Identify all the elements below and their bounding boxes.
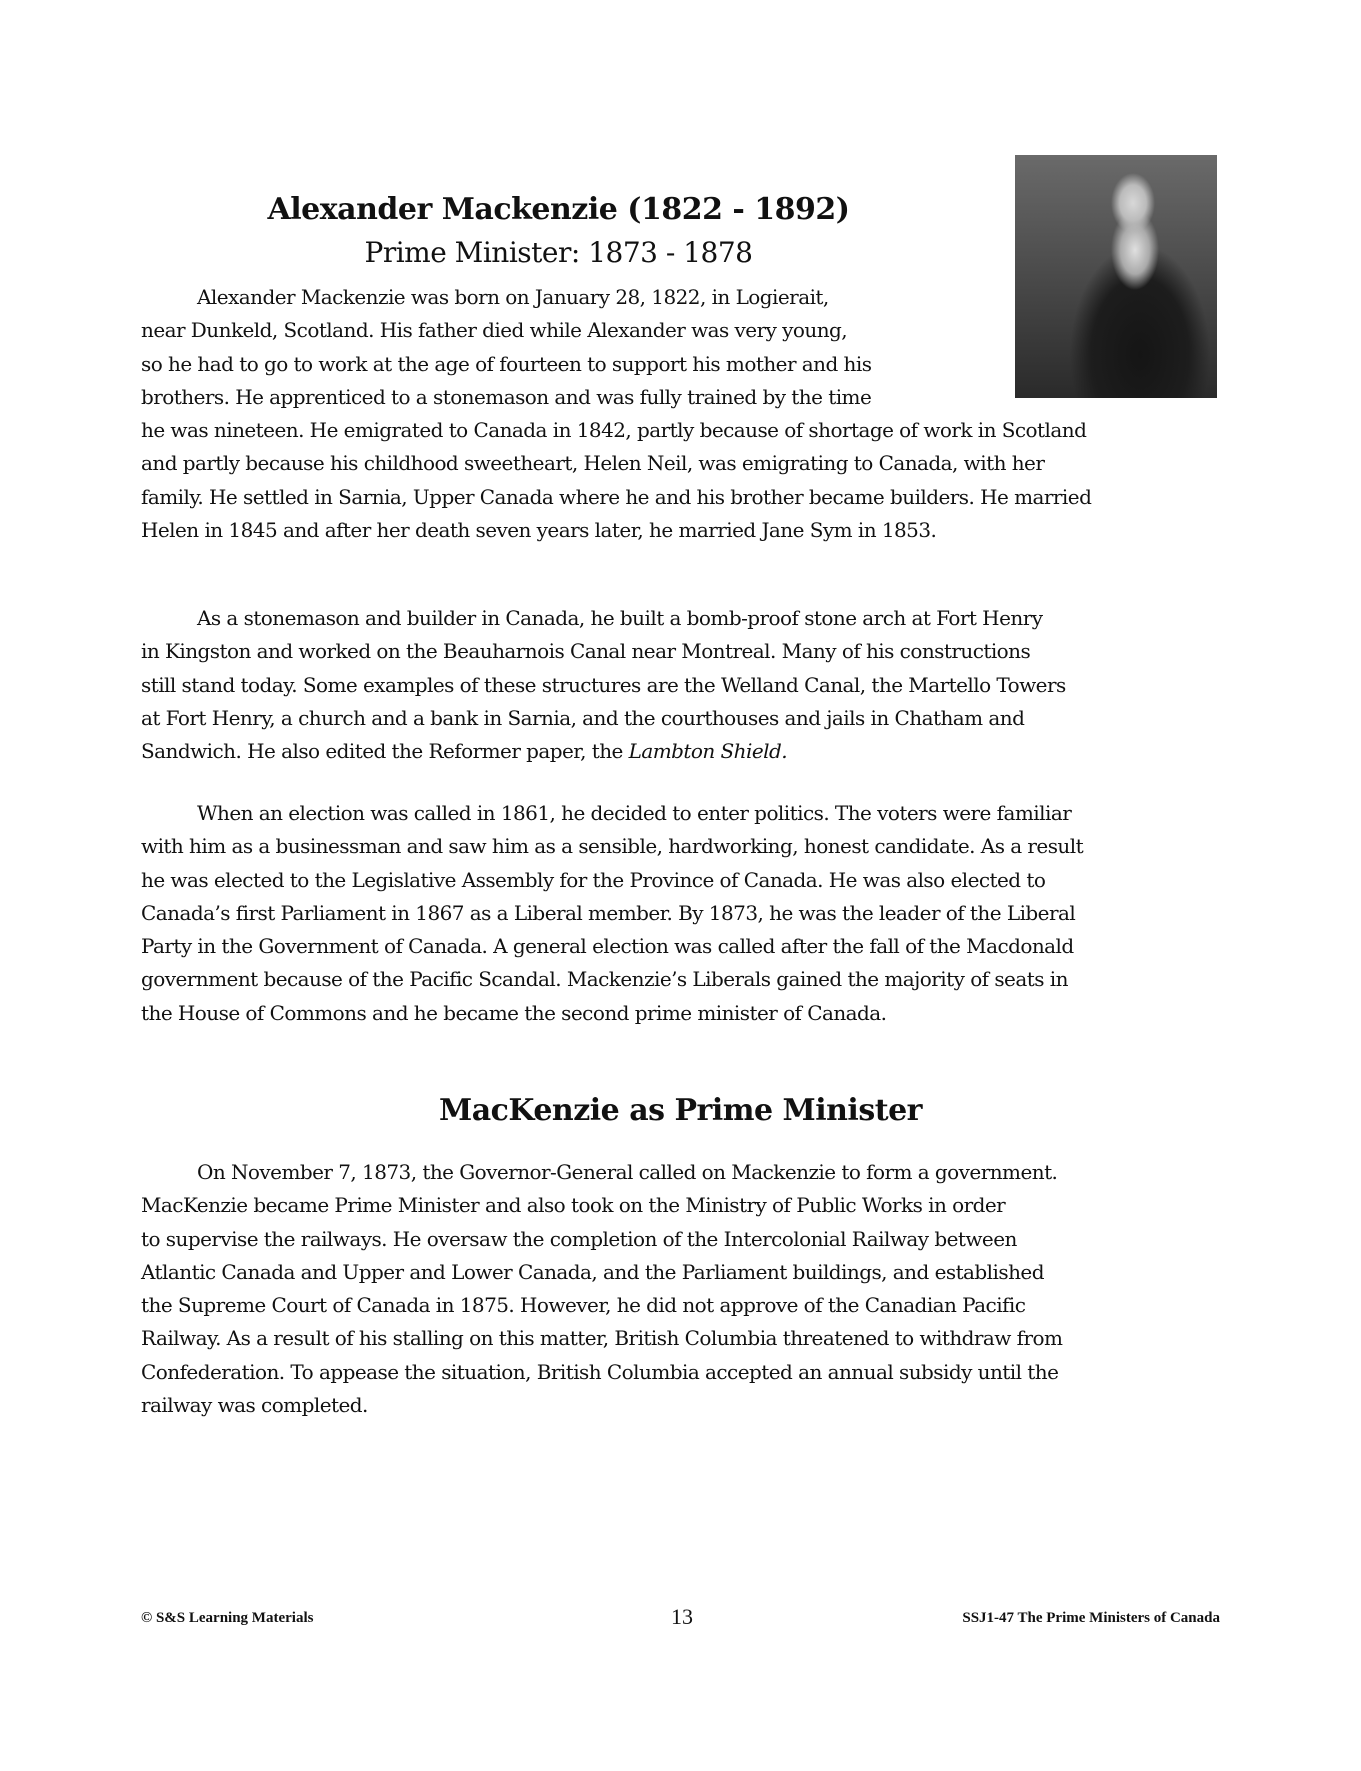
page-number: 13 [671,1604,693,1629]
text-line: the Supreme Court of Canada in 1875. However, he did not approve of the Canadian Pacific [141,1293,1026,1318]
text-line: and partly because his childhood sweetheart, Helen Neil, was emigrating to Canada, with her [141,451,1045,476]
text-line: Canada’s first Parliament in 1867 as a Liberal member. By 1873, he was the leader of the Liberal [141,900,1076,925]
text-line: railway was completed. [141,1393,368,1418]
text-line: so he had to go to work at the age of fourteen to support his mother and his [141,351,872,376]
text-line: government because of the Pacific Scandal. Mackenzie’s Liberals gained the majority of seats in [141,967,1068,992]
text-line: to supervise the railways. He oversaw the completion of the Intercolonial Railway between [141,1226,1017,1251]
text-line: he was nineteen. He emigrated to Canada in 1842, partly because of shortage of work in Scotland [141,418,1087,443]
text-line: in Kingston and worked on the Beauharnois Canal near Montreal. Many of his constructions [141,639,1031,664]
text-line: he was elected to the Legislative Assembly for the Province of Canada. He was also elected to [141,867,1046,892]
text-line: still stand today. Some examples of these structures are the Welland Canal, the Martello Towers [141,672,1066,697]
footer-copyright: © S&S Learning Materials [141,1610,314,1626]
text-line [141,735,1066,768]
text-line: near Dunkeld, Scotland. His father died while Alexander was very young, [141,318,848,343]
text-line: Alexander Mackenzie was born on January 28, 1822, in Logierait, [197,285,829,309]
text-line: On November 7, 1873, the Governor-General called on Mackenzie to form a government. [197,1160,1058,1184]
text-line: MacKenzie became Prime Minister and also took on the Ministry of Public Works in order [141,1193,1006,1218]
section-heading: MacKenzie as Prime Minister [439,1093,922,1128]
page-title: Alexander Mackenzie (1822 - 1892) [267,192,850,227]
text-line: Railway. As a result of his stalling on this matter, British Columbia threatened to withdraw from [141,1326,1063,1351]
paragraph-politics [141,797,1083,1030]
text-line: family. He settled in Sarnia, Upper Canada where he and his brother became builders. He married [141,484,1092,509]
footer-book-title: SSJ1-47 The Prime Ministers of Canada [962,1610,1220,1626]
text-line: Confederation. To appease the situation, British Columbia accepted an annual subsidy until the [141,1359,1059,1384]
paragraph-stonemason [141,602,1066,768]
text-line: When an election was called in 1861, he decided to enter politics. The voters were familiar [197,801,1072,825]
text-line: Helen in 1845 and after her death seven years later, he married Jane Sym in 1853. [141,518,937,543]
text-segment: Sandwich. He also edited the Reformer paper, the [141,739,629,764]
text-line: with him as a businessman and saw him as a sensible, hardworking, honest candidate. As a result [141,834,1084,859]
paragraph-early-life [141,281,1091,547]
text-line: Atlantic Canada and Upper and Lower Canada, and the Parliament buildings, and established [141,1259,1044,1284]
newspaper-title: Lambton Shield. [628,739,788,764]
text-line: Party in the Government of Canada. A general election was called after the fall of the Macdonald [141,934,1074,959]
text-line: As a stonemason and builder in Canada, he built a bomb-proof stone arch at Fort Henry [197,606,1043,630]
text-line: at Fort Henry, a church and a bank in Sarnia, and the courthouses and jails in Chatham and [141,705,1025,730]
page-subtitle: Prime Minister: 1873 - 1878 [364,236,753,269]
text-line: the House of Commons and he became the second prime minister of Canada. [141,1000,887,1025]
text-line: brothers. He apprenticed to a stonemason and was fully trained by the time [141,384,872,409]
paragraph-prime-minister [141,1156,1062,1422]
